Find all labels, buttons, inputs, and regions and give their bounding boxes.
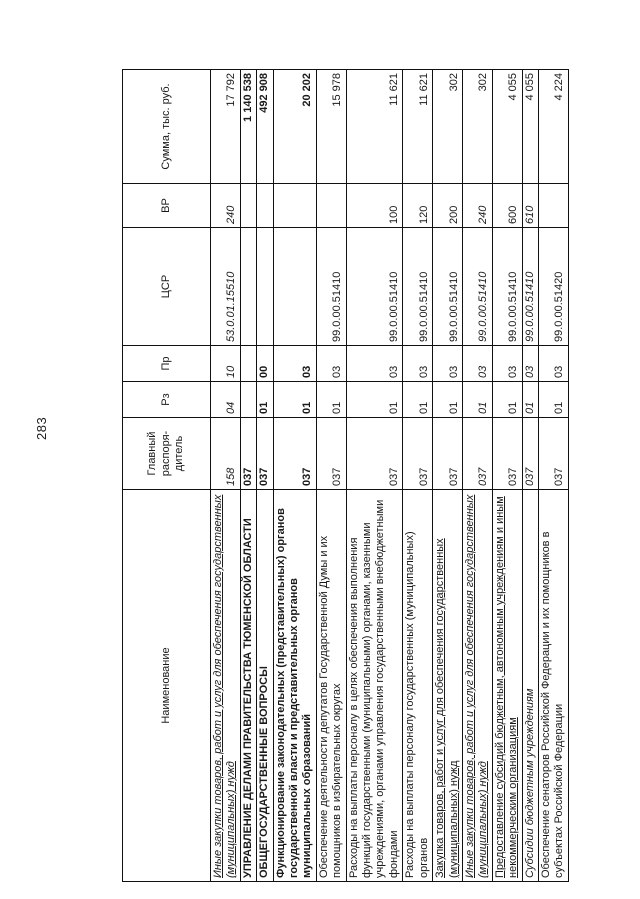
- cell-csr: 99.0.00.51410: [403, 228, 433, 346]
- cell-vr: [240, 184, 256, 228]
- cell-csr: 99.0.00.51410: [316, 228, 346, 346]
- cell-pr: 00: [257, 346, 273, 382]
- cell-sum: 492 908: [257, 70, 273, 184]
- header-csr: ЦСР: [123, 228, 211, 346]
- cell-sum: 11 621: [346, 70, 403, 184]
- cell-csr: [240, 228, 256, 346]
- cell-sum: 302: [462, 70, 492, 184]
- cell-vr: 610: [522, 184, 538, 228]
- cell-sum: 20 202: [273, 70, 316, 184]
- table-row: [492, 70, 522, 882]
- cell-pr: 03: [346, 346, 403, 382]
- table-row: [522, 70, 538, 882]
- table-row: [346, 70, 403, 882]
- cell-csr: 99.0.00.51410: [433, 228, 463, 346]
- cell-sum: 302: [433, 70, 463, 184]
- cell-pr: 03: [403, 346, 433, 382]
- cell-main-manager: 037: [492, 418, 522, 490]
- cell-main-manager: 037: [257, 418, 273, 490]
- header-sum: Сумма, тыс. руб.: [123, 70, 211, 184]
- table-body: [211, 70, 569, 882]
- cell-vr: 100: [346, 184, 403, 228]
- cell-rz: 01: [257, 382, 273, 418]
- table-row: [433, 70, 463, 882]
- header-name: Наименование: [123, 490, 211, 882]
- cell-rz: [240, 382, 256, 418]
- cell-sum: 11 621: [403, 70, 433, 184]
- header-rz: Рз: [123, 382, 211, 418]
- cell-main-manager: 037: [522, 418, 538, 490]
- table-row: [316, 70, 346, 882]
- table-row: [403, 70, 433, 882]
- cell-vr: [273, 184, 316, 228]
- cell-name: Расходы на выплаты персоналу государственных (муниципальных) органов: [403, 490, 433, 882]
- cell-rz: 01: [522, 382, 538, 418]
- header-vr: ВР: [123, 184, 211, 228]
- cell-pr: [240, 346, 256, 382]
- cell-rz: 01: [462, 382, 492, 418]
- cell-name: Закупка товаров, работ и услуг для обеспечения государственных (муниципальных) нужд: [433, 490, 463, 882]
- cell-main-manager: 037: [346, 418, 403, 490]
- header-main-manager: Главный распоря-дитель: [123, 418, 211, 490]
- cell-pr: 03: [492, 346, 522, 382]
- header-pr: Пр: [123, 346, 211, 382]
- cell-main-manager: 158: [211, 418, 241, 490]
- cell-main-manager: 037: [433, 418, 463, 490]
- cell-name: Субсидии бюджетным учреждениям: [522, 490, 538, 882]
- cell-rz: 01: [346, 382, 403, 418]
- cell-name: Обеспечение сенаторов Российской Федерации и их помощников в субъектах Российской Федерации: [538, 490, 568, 882]
- cell-rz: 01: [433, 382, 463, 418]
- cell-name: Предоставление субсидий бюджетным, автономным учреждениям и иным некоммерческим организациям: [492, 490, 522, 882]
- cell-vr: [316, 184, 346, 228]
- cell-vr: 240: [462, 184, 492, 228]
- cell-csr: [257, 228, 273, 346]
- cell-main-manager: 037: [403, 418, 433, 490]
- table-header-row: [123, 70, 211, 882]
- cell-vr: [257, 184, 273, 228]
- table-row: [273, 70, 316, 882]
- cell-rz: 01: [403, 382, 433, 418]
- table-row: [211, 70, 241, 882]
- cell-rz: 01: [538, 382, 568, 418]
- cell-sum: 4 055: [522, 70, 538, 184]
- table-row: [240, 70, 256, 882]
- cell-name: Иные закупки товаров, работ и услуг для обеспечения государственных (муниципальных) нужд: [211, 490, 241, 882]
- cell-vr: 200: [433, 184, 463, 228]
- cell-sum: 17 792: [211, 70, 241, 184]
- cell-name: Обеспечение деятельности депутатов Государственной Думы и их помощников в избирательных округах: [316, 490, 346, 882]
- cell-rz: 04: [211, 382, 241, 418]
- cell-pr: 03: [273, 346, 316, 382]
- cell-csr: 99.0.00.51410: [346, 228, 403, 346]
- cell-rz: 01: [492, 382, 522, 418]
- cell-sum: 4 224: [538, 70, 568, 184]
- cell-name: Функционирование законодательных (представительных) органов государственной власти и представительных органов муниципальных образований: [273, 490, 316, 882]
- budget-table: [122, 69, 569, 882]
- cell-main-manager: 037: [273, 418, 316, 490]
- cell-name: Иные закупки товаров, работ и услуг для обеспечения государственных (муниципальных) нужд: [462, 490, 492, 882]
- cell-pr: 03: [316, 346, 346, 382]
- cell-sum: 15 978: [316, 70, 346, 184]
- cell-pr: 03: [433, 346, 463, 382]
- cell-name: ОБЩЕГОСУДАРСТВЕННЫЕ ВОПРОСЫ: [257, 490, 273, 882]
- cell-sum: 4 055: [492, 70, 522, 184]
- cell-main-manager: 037: [240, 418, 256, 490]
- cell-vr: 240: [211, 184, 241, 228]
- cell-vr: 120: [403, 184, 433, 228]
- cell-csr: 99.0.00.51410: [462, 228, 492, 346]
- cell-sum: 1 140 538: [240, 70, 256, 184]
- rotated-table-container: [122, 70, 566, 882]
- page-number: 283: [34, 416, 49, 440]
- cell-vr: [538, 184, 568, 228]
- cell-csr: [273, 228, 316, 346]
- cell-csr: 99.0.00.51420: [538, 228, 568, 346]
- cell-main-manager: 037: [462, 418, 492, 490]
- cell-name: УПРАВЛЕНИЕ ДЕЛАМИ ПРАВИТЕЛЬСТВА ТЮМЕНСКОЙ ОБЛАСТИ: [240, 490, 256, 882]
- cell-name: Расходы на выплаты персоналу в целях обеспечения выполнения функций государственными (муниципальными) органами, казенными учреждениями, органами управления государственными внебюджетными фондами: [346, 490, 403, 882]
- cell-pr: 03: [522, 346, 538, 382]
- table-row: [462, 70, 492, 882]
- cell-rz: 01: [316, 382, 346, 418]
- table-row: [538, 70, 568, 882]
- table-row: [257, 70, 273, 882]
- cell-pr: 03: [538, 346, 568, 382]
- cell-csr: 53.0.01.15510: [211, 228, 241, 346]
- cell-rz: 01: [273, 382, 316, 418]
- cell-vr: 600: [492, 184, 522, 228]
- cell-pr: 10: [211, 346, 241, 382]
- cell-main-manager: 037: [538, 418, 568, 490]
- cell-pr: 03: [462, 346, 492, 382]
- cell-csr: 99.0.00.51410: [492, 228, 522, 346]
- cell-main-manager: 037: [316, 418, 346, 490]
- cell-csr: 99.0.00.51410: [522, 228, 538, 346]
